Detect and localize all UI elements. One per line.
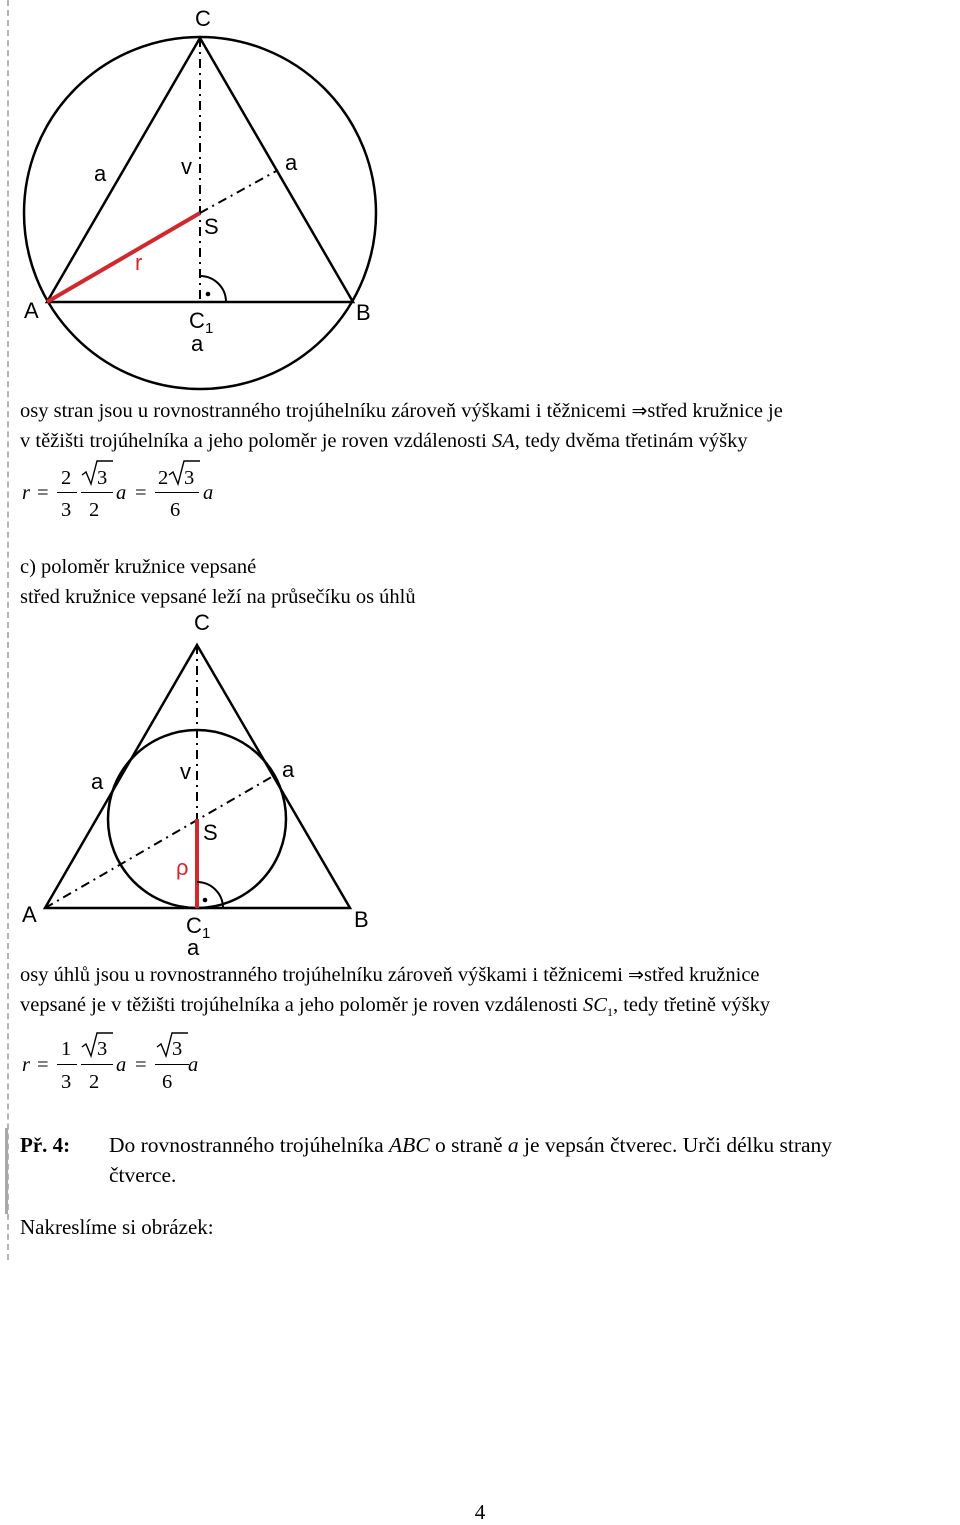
fraction1-numerator: 2 — [61, 467, 72, 489]
side-label-a-left-2: a — [91, 769, 104, 794]
incircle-figure — [0, 605, 960, 965]
formula2-fraction3-bar — [155, 1064, 189, 1065]
triangle-abc: ABC — [389, 1133, 430, 1157]
paragraph-circumcenter-line2-end: , tedy dvěma třetinám výšky — [514, 430, 748, 452]
vertex-label-b: B — [356, 300, 371, 325]
formula2-equals2: = — [135, 1054, 147, 1076]
side-label-a-bottom: a — [191, 331, 204, 356]
side-label-a-bottom-2: a — [187, 935, 200, 960]
fraction2-denominator: 2 — [89, 499, 100, 521]
paragraph-circumcenter-line2: v těžišti trojúhelníka a jeho poloměr je roven vzdálenosti — [20, 430, 492, 452]
section-c-title: c) poloměr kružnice vepsané — [20, 556, 257, 578]
radius-line — [47, 213, 200, 302]
page-number: 4 — [474, 1500, 486, 1524]
segment-sc1: SC — [583, 994, 607, 1016]
formula2-fraction3-radicand: 3 — [172, 1038, 183, 1060]
formula2-fraction2-numerator: 3 — [97, 1038, 108, 1060]
vertex-label-c: C — [195, 6, 211, 31]
incenter-label-s: S — [203, 820, 218, 845]
fraction3-denominator: 6 — [170, 499, 181, 521]
formula-equals: = — [37, 482, 49, 504]
example-text-mid: o straně — [429, 1133, 508, 1157]
example-text-start: Do rovnostranného trojúhelníka — [109, 1133, 390, 1157]
formula-a2: a — [203, 482, 214, 504]
formula-a1: a — [116, 482, 127, 504]
formula-r: r — [22, 482, 30, 504]
paragraph-incenter — [20, 960, 770, 1027]
foot-label-c1: C — [189, 308, 205, 333]
vertex-label-a-2: A — [22, 902, 37, 927]
formula2-fraction3-denominator: 6 — [162, 1071, 173, 1093]
fraction2-bar — [81, 492, 113, 493]
radius-label-r: r — [135, 250, 143, 275]
formula-equals2: = — [135, 482, 147, 504]
right-angle-dot-2 — [203, 898, 208, 903]
paragraph-incenter-line2: vepsané je v těžišti trojúhelníka a jeho poloměr je roven vzdálenosti — [20, 994, 583, 1016]
centroid-label-s: S — [204, 214, 219, 239]
formula2-a2: a — [188, 1054, 199, 1076]
fraction2-numerator: 3 — [97, 467, 108, 489]
paragraph-incenter-line2-end: , tedy třetině výšky — [612, 994, 771, 1016]
foot-label-c1-subscript: 1 — [205, 320, 214, 337]
paragraph-circumcenter — [20, 396, 783, 456]
segment-sc1-subscript: 1 — [606, 1005, 613, 1020]
formula2-fraction1-denominator: 3 — [61, 1071, 72, 1093]
vertex-label-b-2: B — [354, 907, 369, 932]
segment-sa: SA — [491, 430, 515, 452]
side-label-a-right-2: a — [282, 757, 295, 782]
right-angle-arc — [200, 276, 226, 302]
height-label-v: v — [181, 154, 192, 179]
section-c-statement: střed kružnice vepsané leží na průsečíku os úhlů — [20, 586, 416, 608]
circumcircle-figure — [0, 0, 960, 395]
paragraph-incenter-line1-end: střed kružnice — [643, 964, 760, 986]
fraction3-bar — [155, 492, 199, 493]
fraction3-radicand: 3 — [184, 467, 195, 489]
formula2-equals: = — [37, 1054, 49, 1076]
formula2-fraction2-bar — [81, 1064, 113, 1065]
inradius-label-rho: ρ — [176, 855, 189, 880]
fraction3-coefficient: 2 — [158, 467, 169, 489]
side-label-a-left: a — [94, 161, 107, 186]
example-text — [109, 1130, 832, 1190]
foot-label-c1-subscript-2: 1 — [202, 925, 211, 942]
paragraph-incenter-line1: osy úhlů jsou u rovnostranného trojúhelníku zároveň výškami i těžnicemi — [20, 964, 629, 986]
side-label-a-right: a — [285, 150, 298, 175]
margin-bar — [5, 1128, 8, 1214]
height-label-v-2: v — [180, 759, 191, 784]
vertex-label-a: A — [24, 298, 39, 323]
paragraph-circumcenter-line1: osy stran jsou u rovnostranného trojúhelníku zároveň výškami i těžnicemi — [20, 400, 632, 422]
formula2-r: r — [22, 1054, 30, 1076]
paragraph-circumcenter-line1-end: střed kružnice je — [647, 400, 783, 422]
foot-label-c1-2: C — [186, 913, 202, 938]
angle-bisector-line — [45, 775, 275, 908]
formula2-fraction2-denominator: 2 — [89, 1071, 100, 1093]
vertex-label-c-2: C — [194, 610, 210, 635]
right-angle-dot — [206, 292, 211, 297]
implies-arrow-2: ⇒ — [628, 964, 644, 986]
example-text-line2: čtverce. — [109, 1163, 177, 1187]
formula2-fraction1-numerator: 1 — [61, 1038, 72, 1060]
example-text-end: je vepsán čtverec. Urči délku strany — [518, 1133, 833, 1157]
fraction1-bar — [57, 492, 77, 493]
drawing-note: Nakreslíme si obrázek: — [20, 1215, 214, 1239]
implies-arrow: ⇒ — [631, 400, 648, 422]
example-label: Př. 4: — [20, 1133, 71, 1157]
section-c-text — [20, 552, 416, 612]
side-a: a — [507, 1133, 519, 1157]
fraction1-denominator: 3 — [61, 499, 72, 521]
median-line — [200, 170, 278, 213]
formula2-a1: a — [116, 1054, 127, 1076]
formula2-fraction1-bar — [57, 1064, 77, 1065]
